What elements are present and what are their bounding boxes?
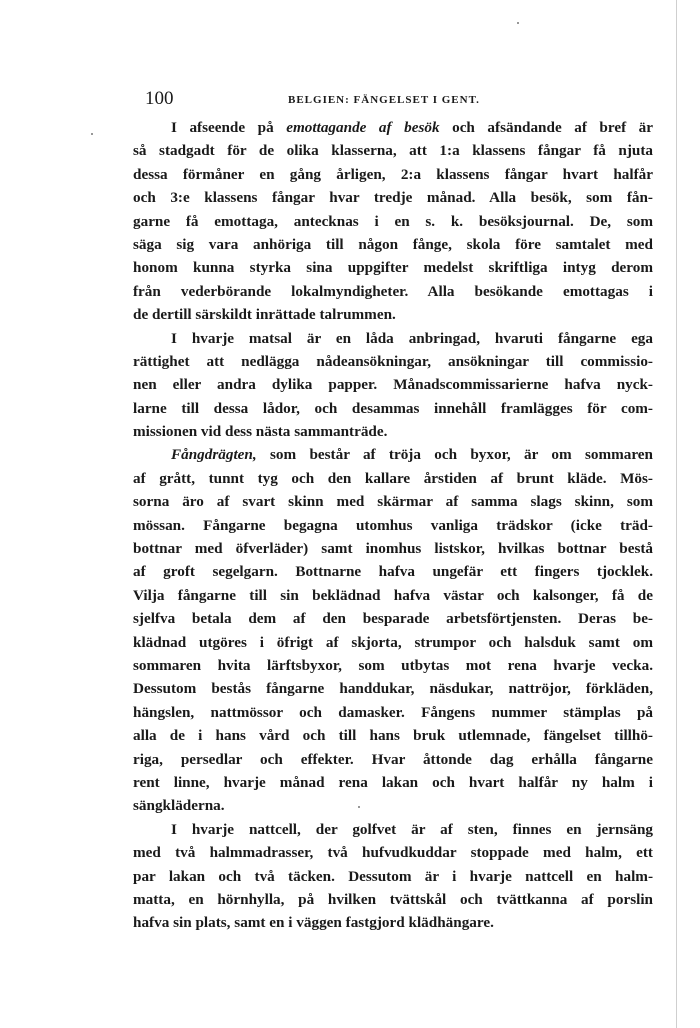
text-line: bottnar med öfverläder) samt inomhus listskor, hvilkas bottnar bestå xyxy=(133,540,653,558)
text-line: alla de i hans vård och till hans bruk utlemnade, fängelset tillhö- xyxy=(133,727,653,745)
text-line: hafva sin plats, samt en i väggen fastgjord klädhängare. xyxy=(133,914,494,932)
text-line: sorna äro af svart skinn med skärmar af samma slags skinn, som xyxy=(133,493,653,511)
text-line: I afseende på emottagande af besök och afsändande af bref är xyxy=(171,119,653,136)
paragraph-prison-clothing xyxy=(133,443,653,817)
text-line: matta, en hörnhylla, på hvilken tvättskål och tvättkanna af porslin xyxy=(133,890,653,908)
text-line: från vederbörande lokalmyndigheter. Alla besökande emottagas i xyxy=(133,282,653,300)
text-line: I hvarje matsal är en låda anbringad, hvaruti fångarne ega xyxy=(171,329,653,347)
text-line: Vilja fångarne till sin beklädnad hafva västar och kalsonger, få de xyxy=(133,586,653,604)
text-line: mössan. Fångarne begagna utomhus vanliga trädskor (icke träd- xyxy=(133,516,653,534)
body-text xyxy=(133,116,653,935)
page-header xyxy=(145,88,650,112)
text-line: sängkläderna. xyxy=(133,797,225,815)
text-line: garne få emottaga, antecknas i en s. k. besöksjournal. De, som xyxy=(133,212,653,230)
text-line: af groft segelgarn. Bottnarne hafva ungefär ett fingers tjocklek. xyxy=(133,563,653,581)
text-line: sommaren hvita lärftsbyxor, som utbytas mot rena hvarje vecka. xyxy=(133,656,653,674)
emphasis-term: Fångdrägten, xyxy=(171,446,257,464)
text-line: med två halmmadrasser, två hufvudkuddar stoppade med halm, ett xyxy=(133,844,653,862)
text-line: säga sig vara anhöriga till någon fånge, skola före samtalet med xyxy=(133,235,653,253)
paragraph-night-cell xyxy=(133,818,653,935)
text-line: af grått, tunnt tyg och den kallare årstiden af brunt kläde. Mös- xyxy=(133,469,653,487)
text-line: sjelfva betala dem af den besparade arbetsförtjensten. Deras be- xyxy=(133,610,653,628)
paper-speck xyxy=(91,133,93,135)
page-edge-shadow xyxy=(676,0,677,1028)
text-line: missionen vid dess nästa sammanträde. xyxy=(133,423,388,441)
text-line: klädnad utgöres i öfrigt af skjorta, strumpor och halsduk samt om xyxy=(133,633,653,651)
text-line: honom kunna styrka sina uppgifter medelst skriftliga intyg derom xyxy=(133,259,653,277)
text-line: Dessutom bestås fångarne handdukar, näsdukar, nattröjor, förkläden, xyxy=(133,680,653,698)
text-line: Fångdrägten, som består af tröja och byxor, är om sommaren xyxy=(171,446,653,464)
text-line: rättighet att nedlägga nådeansökningar, ansökningar till commissio- xyxy=(133,352,653,370)
text-line: par lakan och två täcken. Dessutom är i hvarje nattcell en halm- xyxy=(133,867,653,885)
text-line: de dertill särskildt inrättade talrummen. xyxy=(133,306,396,324)
paper-speck xyxy=(517,22,519,24)
paper-speck xyxy=(358,806,360,808)
text-line: nen eller andra dylika papper. Månadscommissarierne hafva nyck- xyxy=(133,376,653,394)
paragraph-mailbox xyxy=(133,327,653,444)
text-line: I hvarje nattcell, der golfvet är af sten, finnes en jernsäng xyxy=(171,820,653,838)
page-number: 100 xyxy=(145,88,174,109)
text-line: dessa förmåner en gång årligen, 2:a klassens fångar hvart halfår xyxy=(133,165,653,183)
text-line: rent linne, hvarje månad rena lakan och hvart halfår ny halm i xyxy=(133,773,653,791)
text-line: larne till dessa lådor, och desammas innehåll framlägges för com- xyxy=(133,399,653,417)
text-line: hängslen, nattmössor och damasker. Fångens nummer stämplas på xyxy=(133,703,653,721)
emphasis-term: emottagande af besök xyxy=(286,119,440,136)
running-head: BELGIEN: FÄNGELSET I GENT. xyxy=(288,94,480,106)
text-line: så stadgadt för de olika klasserna, att 1:a klassens fångar få njuta xyxy=(133,142,653,160)
text-line: riga, persedlar och effekter. Hvar åttonde dag erhålla fångarne xyxy=(133,750,653,768)
text-line: och 3:e klassens fångar hvar tredje månad. Alla besök, som fån- xyxy=(133,189,653,207)
paragraph-visits xyxy=(133,116,653,327)
